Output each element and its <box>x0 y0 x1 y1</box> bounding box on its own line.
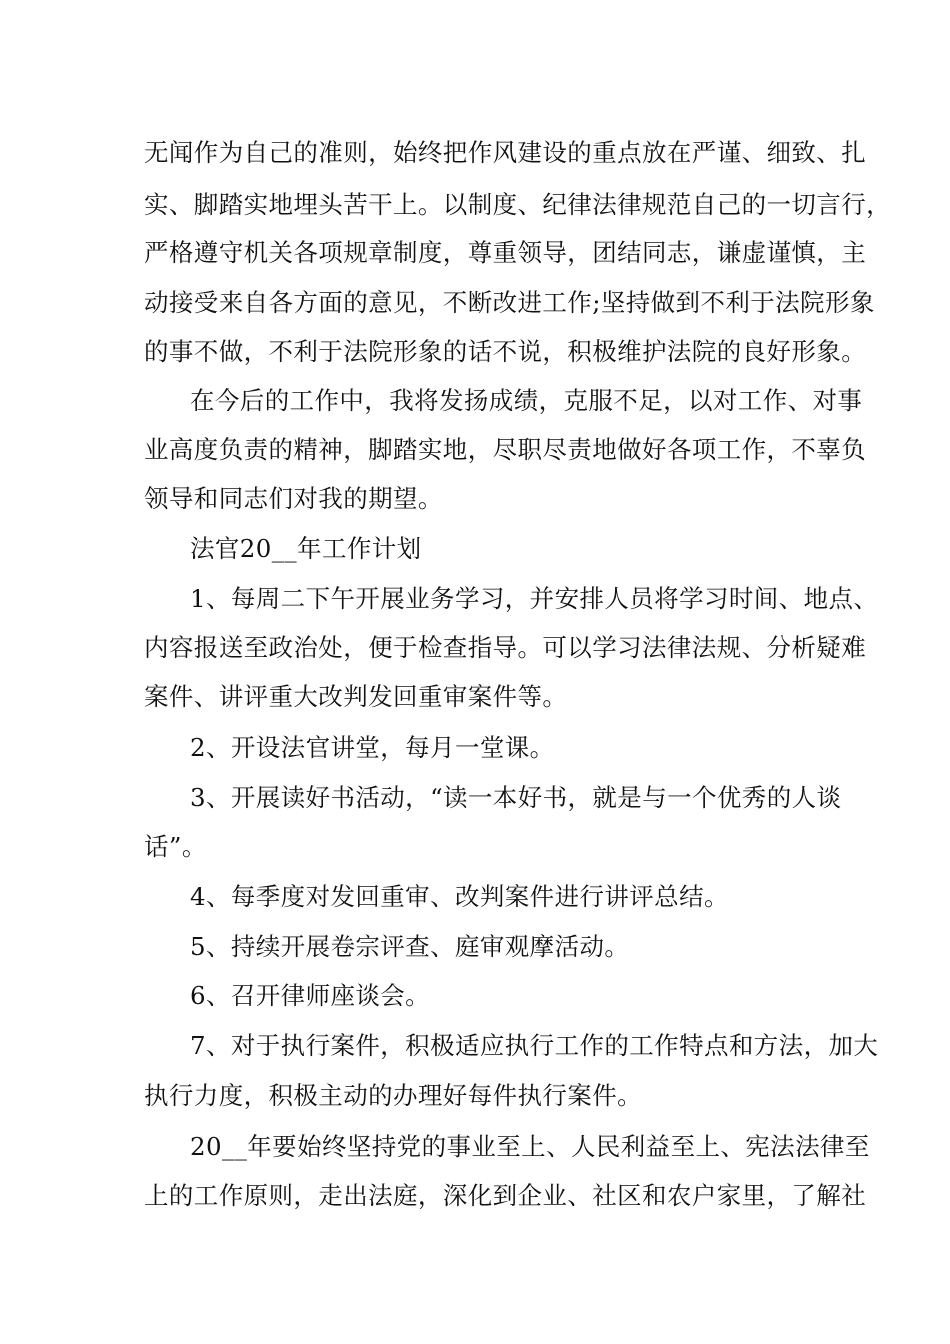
text-line: 上的工作原则，走出法庭，深化到企业、社区和农户家里，了解社 <box>144 1181 867 1210</box>
text-line: 20__年要始终坚持党的事业至上、人民利益至上、宪法法律至 <box>190 1132 870 1161</box>
text-line: 6、召开律师座谈会。 <box>190 981 431 1010</box>
text-line: 案件、讲评重大改判发回重审案件等。 <box>144 682 568 711</box>
text-line: 2、开设法官讲堂，每月一堂课。 <box>190 733 555 762</box>
text-line: 在今后的工作中，我将发扬成绩，克服不足，以对工作、对事 <box>190 386 863 415</box>
text-line: 执行力度，积极主动的办理好每件执行案件。 <box>144 1081 642 1110</box>
text-line: 领导和同志们对我的期望。 <box>144 484 443 513</box>
text-line: 话”。 <box>144 832 207 861</box>
text-line: 5、持续开展卷宗评查、庭审观摩活动。 <box>190 932 630 961</box>
text-line: 内容报送至政治处，便于检查指导。可以学习法律法规、分析疑难 <box>144 633 867 662</box>
text-line: 实、脚踏实地埋头苦干上。以制度、纪律法律规范自己的一切言行， <box>144 190 891 219</box>
text-line: 严格遵守机关各项规章制度，尊重领导，团结同志，谦虚谨慎，主 <box>144 238 867 267</box>
text-line: 的事不做，不利于法院形象的话不说，积极维护法院的良好形象。 <box>144 337 867 366</box>
text-line: 4、每季度对发回重审、改判案件进行讲评总结。 <box>190 882 729 911</box>
text-line: 业高度负责的精神，脚踏实地，尽职尽责地做好各项工作，不辜负 <box>144 435 867 464</box>
text-line: 无闻作为自己的准则，始终把作风建设的重点放在严谨、细致、扎 <box>144 138 867 167</box>
text-line: 3、开展读好书活动，“读一本好书，就是与一个优秀的人谈 <box>190 783 842 812</box>
text-line: 1、每周二下午开展业务学习，并安排人员将学习时间、地点、 <box>190 584 879 613</box>
text-line: 7、对于执行案件，积极适应执行工作的工作特点和方法，加大 <box>190 1031 879 1060</box>
section-heading: 法官20__年工作计划 <box>190 534 422 563</box>
text-line: 动接受来自各方面的意见，不断改进工作;坚持做到不利于法院形象 <box>144 288 875 317</box>
